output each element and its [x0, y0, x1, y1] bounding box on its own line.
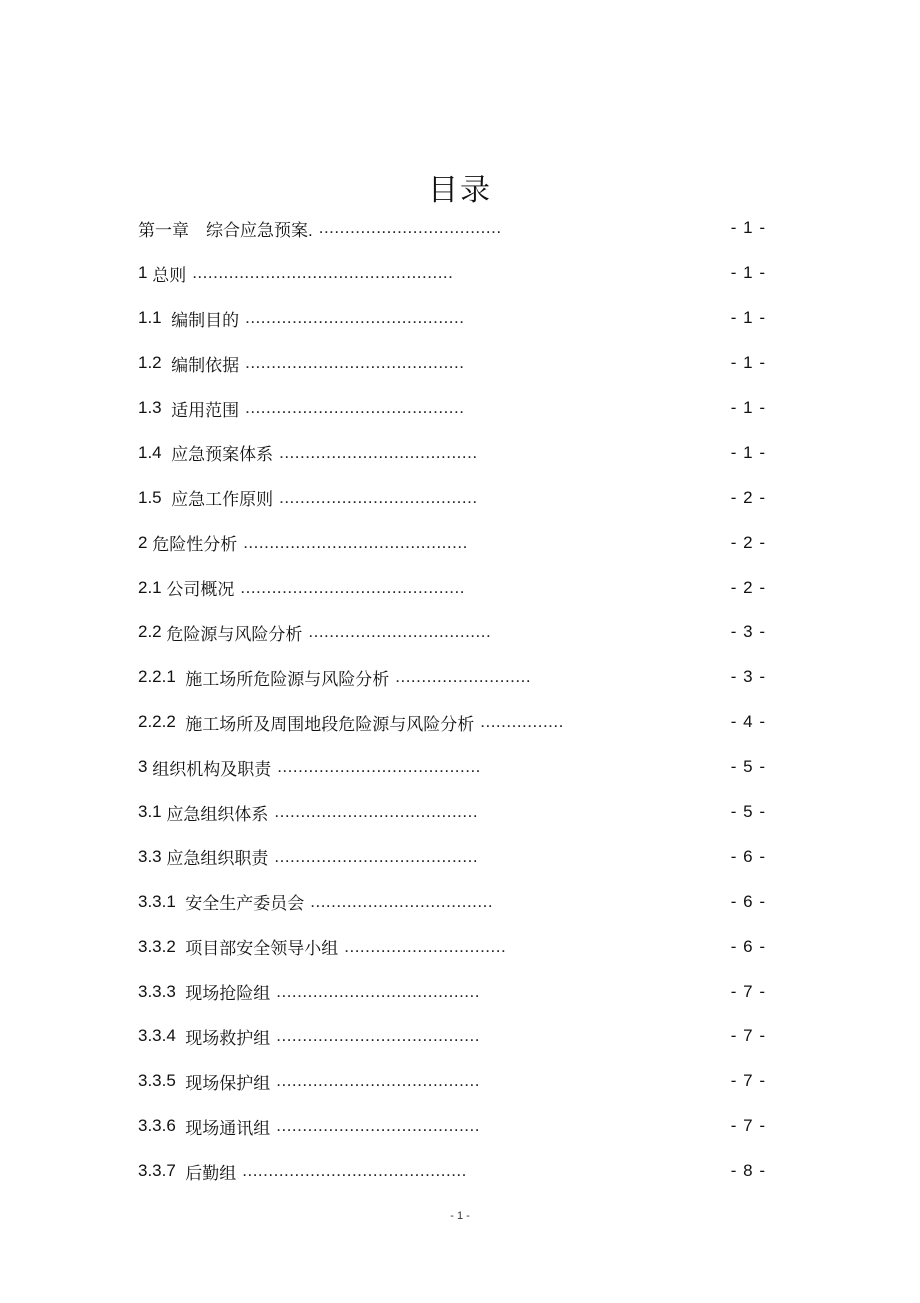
toc-entry-page-number: - 2 -	[730, 532, 766, 552]
toc-entry-page-number: - 7 -	[730, 1026, 766, 1046]
toc-entry-number: 3.1	[138, 802, 162, 822]
toc-entry-gap	[176, 892, 185, 912]
toc-entry[interactable]	[138, 1104, 778, 1149]
toc-entry-gap	[176, 1071, 185, 1091]
toc-entry-gap	[176, 1026, 185, 1046]
toc-entry-label: 安全生产委员会	[185, 894, 305, 914]
toc-entry-page-number: - 2 -	[730, 487, 766, 507]
toc-entry-page-number: - 1 -	[730, 263, 766, 283]
toc-entry-leader-dots: ......................................	[279, 442, 478, 462]
toc-entry-leader-dots: ...............................	[344, 936, 507, 956]
toc-entry-label: 现场抢险组	[185, 984, 271, 1004]
toc-entry-page-number: - 7 -	[730, 1116, 766, 1136]
toc-entry[interactable]	[138, 296, 778, 341]
toc-entry[interactable]	[138, 520, 778, 565]
toc-entry-page-number: - 6 -	[730, 891, 766, 911]
toc-entry-gap	[176, 1161, 185, 1181]
toc-entry[interactable]	[138, 834, 778, 879]
toc-entry-number: 1.2	[138, 353, 162, 373]
toc-entry-number: 2.2	[138, 622, 162, 642]
toc-entry[interactable]	[138, 655, 778, 700]
toc-entry-gap	[176, 712, 185, 732]
toc-entry[interactable]	[138, 745, 778, 790]
toc-entry[interactable]	[138, 1059, 778, 1104]
toc-entry[interactable]	[138, 879, 778, 924]
toc-entry-label: 公司概况	[166, 580, 235, 600]
toc-entry-label: 施工场所及周围地段危险源与风险分析	[185, 714, 475, 734]
toc-entry[interactable]	[138, 430, 778, 475]
toc-entry[interactable]	[138, 386, 778, 431]
toc-entry-gap	[176, 667, 185, 687]
toc-entry-page-number: - 5 -	[730, 802, 766, 822]
toc-entry-label: 编制依据	[171, 355, 240, 375]
toc-entry-number: 3.3.7	[138, 1161, 176, 1181]
toc-entry[interactable]	[138, 1014, 778, 1059]
toc-entry[interactable]	[138, 924, 778, 969]
toc-entry-label: 组织机构及职责	[152, 759, 272, 779]
toc-entry-number: 3.3.5	[138, 1071, 176, 1091]
toc-entry-leader-dots: ..........................................	[245, 353, 465, 373]
toc-entry-page-number: - 1 -	[730, 218, 766, 238]
toc-entry[interactable]	[138, 565, 778, 610]
toc-entry-number: 3	[138, 757, 148, 777]
toc-entry-label: 应急组织职责	[166, 849, 269, 869]
toc-entry-leader-dots: ...........................................	[243, 532, 468, 552]
toc-entry-leader-dots: ...........................................	[242, 1161, 467, 1181]
toc-entry-gap	[176, 1116, 185, 1136]
toc-entry-leader-dots: .......................................	[277, 757, 481, 777]
toc-entry-leader-dots: .......................................	[276, 981, 480, 1001]
toc-entry-page-number: - 1 -	[730, 353, 766, 373]
toc-entry-label: 危险性分析	[152, 535, 238, 555]
toc-entry-leader-dots: ..........................	[395, 667, 532, 687]
toc-entry-gap	[176, 937, 185, 957]
toc-entry-number: 1.4	[138, 442, 162, 462]
toc-entry-page-number: - 2 -	[730, 577, 766, 597]
toc-entry-number: 2.1	[138, 577, 162, 597]
toc-entry-label: 应急预案体系	[171, 445, 274, 465]
toc-entry-number: 1.3	[138, 398, 162, 417]
toc-entry-leader-dots: ......................................	[279, 487, 478, 507]
toc-entry-number: 2.2.1	[138, 667, 176, 687]
toc-entry[interactable]	[138, 1149, 778, 1194]
toc-entry-leader-dots: ..................................................	[192, 263, 454, 283]
toc-entry[interactable]	[138, 206, 778, 251]
toc-entry-leader-dots: ...................................	[308, 622, 492, 642]
toc-entry-number: 3.3.1	[138, 891, 176, 911]
toc-entry-gap	[162, 308, 171, 328]
toc-entry-number: 2	[138, 532, 148, 552]
toc-entry-leader-dots: .......................................	[274, 846, 479, 866]
toc-entry-label: 施工场所危险源与风险分析	[185, 669, 390, 689]
toc-entry-page-number: - 1 -	[730, 308, 766, 328]
toc-entry[interactable]	[138, 610, 778, 655]
toc-entry-leader-dots: ...................................	[310, 891, 494, 911]
toc-entry-number: 1.5	[138, 487, 162, 507]
toc-entry[interactable]	[138, 790, 778, 835]
toc-entry-gap	[176, 982, 185, 1002]
toc-entry-gap	[162, 488, 171, 508]
toc-entry-leader-dots: ................	[480, 712, 564, 732]
toc-entry-page-number: - 4 -	[730, 712, 766, 732]
toc-entry-gap	[162, 353, 171, 373]
toc-entry-number: 1.1	[138, 308, 162, 328]
toc-entry-page-number: - 3 -	[730, 667, 766, 687]
toc-entry-number: 3.3.6	[138, 1116, 176, 1136]
toc-entry-label: 现场通讯组	[185, 1118, 271, 1138]
toc-entry-number: 3.3.4	[138, 1026, 176, 1046]
toc-entry-gap	[162, 398, 171, 418]
toc-entry-label: 应急工作原则	[171, 490, 274, 510]
toc-entry-label: 总则	[152, 265, 187, 285]
toc-entry-leader-dots: ...................................	[318, 218, 502, 238]
toc-entry-page-number: - 8 -	[730, 1161, 766, 1181]
toc-entry-label: 现场保护组	[185, 1073, 271, 1093]
toc-entry-leader-dots: ...........................................	[240, 577, 465, 597]
toc-entry-leader-dots: .......................................	[274, 802, 479, 822]
toc-entry-number: 3.3.2	[138, 936, 176, 956]
toc-entry-leader-dots: ..........................................	[245, 308, 465, 328]
toc-entry-number: 3.3.3	[138, 981, 176, 1001]
toc-entry-label: 项目部安全领导小组	[185, 939, 339, 959]
toc-entry-label: 适用范围	[171, 400, 240, 420]
toc-entry-number: 3.3	[138, 846, 162, 866]
toc-entry[interactable]	[138, 969, 778, 1014]
toc-entry-label: 编制目的	[171, 310, 240, 330]
toc-entry[interactable]	[138, 700, 778, 745]
toc-entry-page-number: - 1 -	[730, 442, 766, 462]
toc-entry-gap	[162, 443, 171, 463]
toc-entry-page-number: - 5 -	[730, 757, 766, 777]
toc-entry-label: 后勤组	[185, 1163, 237, 1183]
toc-entry-page-number: - 3 -	[730, 622, 766, 642]
page-footer-number: - 1 -	[450, 1210, 470, 1222]
toc-entry-number: 1	[138, 263, 148, 283]
toc-entry[interactable]	[138, 251, 778, 296]
toc-entry-page-number: - 1 -	[730, 398, 766, 417]
table-of-contents	[138, 206, 778, 1194]
toc-entry-leader-dots: ..........................................	[245, 398, 465, 417]
toc-entry-label: 现场救护组	[185, 1028, 271, 1048]
toc-entry-page-number: - 7 -	[730, 981, 766, 1001]
toc-entry-number: 2.2.2	[138, 712, 176, 732]
toc-entry-page-number: - 6 -	[730, 936, 766, 956]
page-title: 目录	[428, 173, 492, 208]
toc-entry-leader-dots: .......................................	[276, 1071, 480, 1091]
toc-entry-label: 危险源与风险分析	[166, 624, 303, 644]
toc-entry-label: 第一章 综合应急预案.	[138, 220, 313, 240]
toc-entry-leader-dots: .......................................	[276, 1026, 480, 1046]
toc-entry[interactable]	[138, 475, 778, 520]
toc-entry-label: 应急组织体系	[166, 804, 269, 824]
toc-entry-leader-dots: .......................................	[276, 1116, 480, 1136]
toc-entry-page-number: - 6 -	[730, 846, 766, 866]
toc-entry[interactable]	[138, 341, 778, 386]
toc-entry-page-number: - 7 -	[730, 1071, 766, 1091]
